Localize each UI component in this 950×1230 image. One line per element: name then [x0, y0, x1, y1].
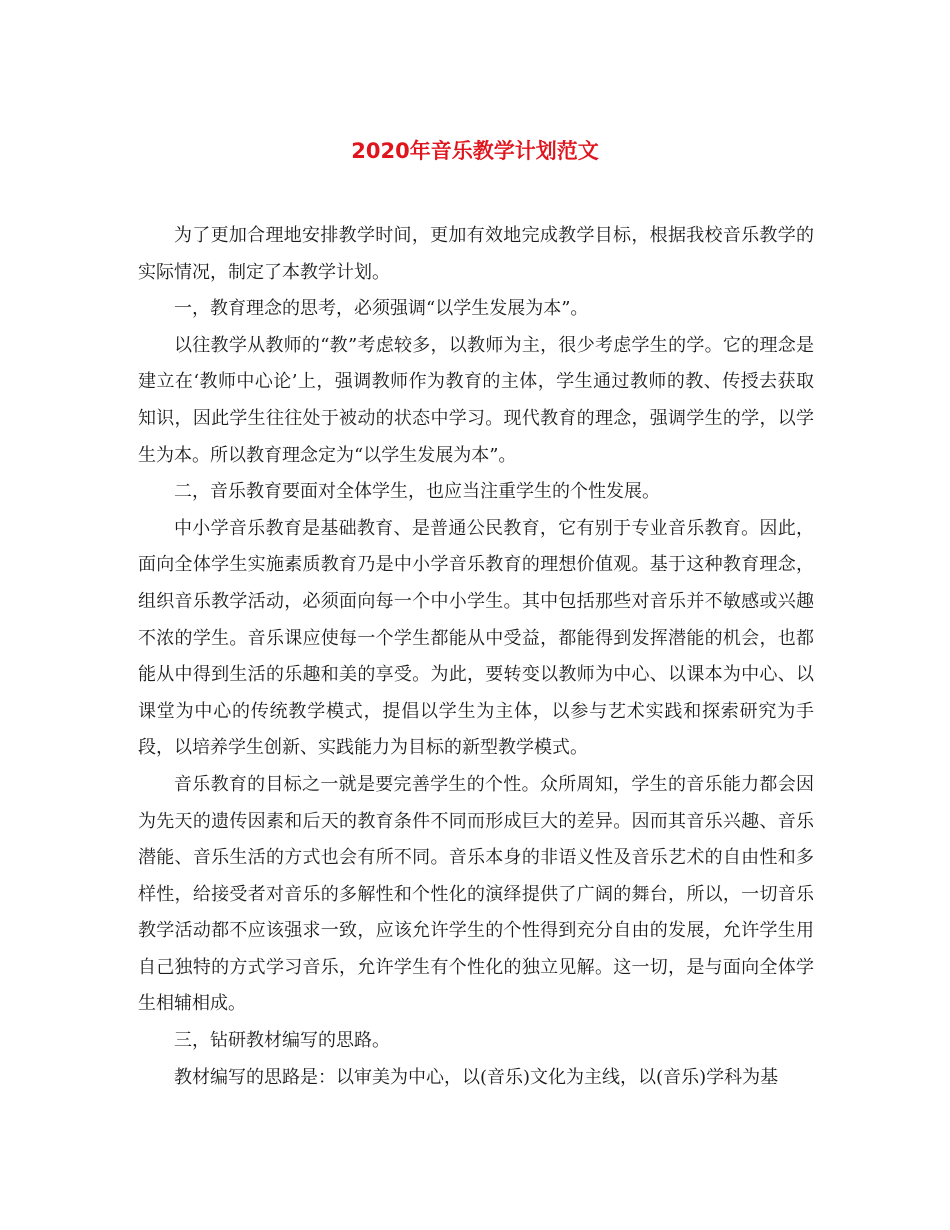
paragraph-intro: 为了更加合理地安排教学时间，更加有效地完成教学目标，根据我校音乐教学的实际情况，制定了本教学计划。: [138, 225, 814, 283]
document-body: [138, 218, 814, 1096]
paragraph-section-1: 以往教学从教师的“教”考虑较多，以教师为主，很少考虑学生的学。它的理念是建立在‘教师中心论’上，强调教师作为教育的主体，学生通过教师的教、传授去获取知识，因此学生往往处于被动的状态中学习。现代教育的理念，强调学生的学，以学生为本。所以教育理念定为“以学生发展为本”。: [138, 334, 814, 466]
heading-section-2: 二，音乐教育要面对全体学生，也应当注重学生的个性发展。: [174, 481, 660, 503]
paragraph-section-2b: 音乐教育的目标之一就是要完善学生的个性。众所周知，学生的音乐能力都会因为先天的遗传因素和后天的教育条件不同而形成巨大的差异。因而其音乐兴趣、音乐潜能、音乐生活的方式也会有所不同。音乐本身的非语义性及音乐艺术的自由性和多样性，给接受者对音乐的多解性和个性化的演绎提供了广阔的舞台，所以，一切音乐教学活动都不应该强求一致，应该允许学生的个性得到充分自由的发展，允许学生用自己独特的方式学习音乐，允许学生有个性化的独立见解。这一切，是与面向全体学生相辅相成。: [138, 773, 814, 1015]
document-title: 2020年音乐教学计划范文: [351, 139, 599, 163]
heading-section-1: 一，教育理念的思考，必须强调“以学生发展为本”。: [174, 298, 589, 320]
paragraph-section-3: 教材编写的思路是：以审美为中心，以(音乐)文化为主线，以(音乐)学科为基: [174, 1066, 779, 1088]
paragraph-section-2a: 中小学音乐教育是基础教育、是普通公民教育，它有别于专业音乐教育。因此，面向全体学生实施素质教育乃是中小学音乐教育的理想价值观。基于这种教育理念，组织音乐教学活动，必须面向每一个中小学生。其中包括那些对音乐并不敏感或兴趣不浓的学生。音乐课应使每一个学生都能从中受益，都能得到发挥潜能的机会，也都能从中得到生活的乐趣和美的享受。为此，要转变以教师为中心、以课本为中心、以课堂为中心的传统教学模式，提倡以学生为主体，以参与艺术实践和探索研究为手段，以培养学生创新、实践能力为目标的新型教学模式。: [138, 517, 814, 759]
heading-section-3: 三，钻研教材编写的思路。: [174, 1030, 390, 1052]
